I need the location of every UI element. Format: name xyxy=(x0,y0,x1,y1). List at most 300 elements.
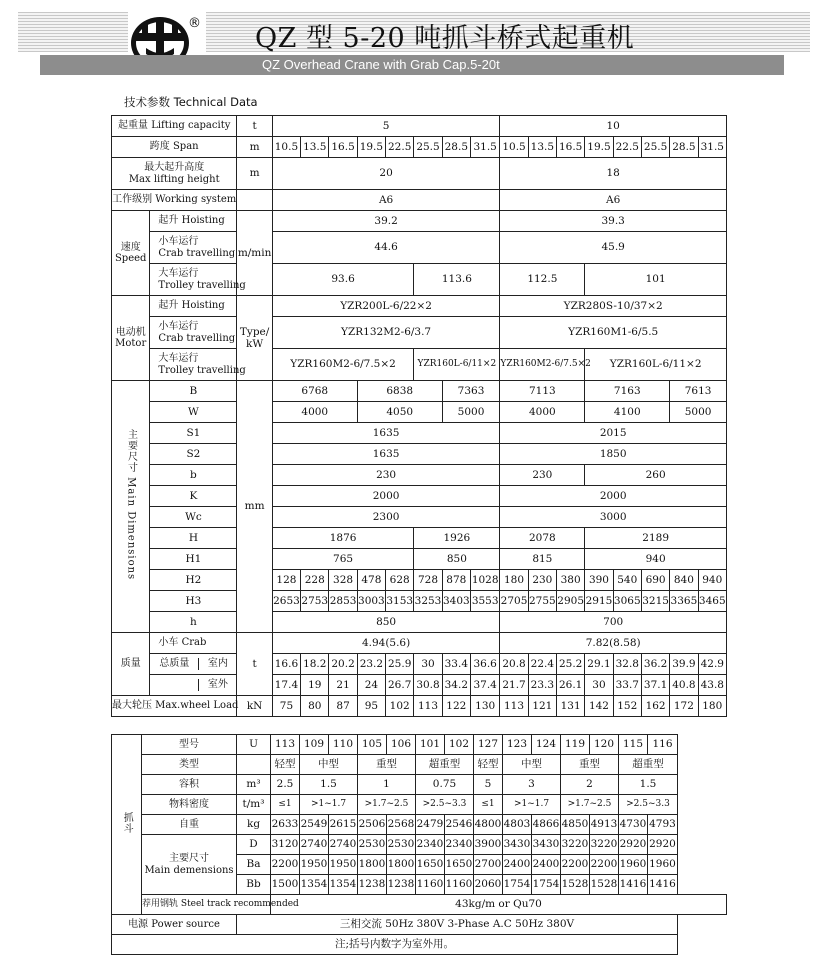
dim-value: 628 xyxy=(386,570,414,591)
density-value: >1~1.7 xyxy=(300,795,358,815)
label-text: 小车运行 xyxy=(158,236,199,247)
mass-value: 17.4 xyxy=(272,675,300,696)
row-motor-trolley xyxy=(112,349,727,381)
label-text: 最大起升高度 xyxy=(144,162,205,173)
weight-value: 4913 xyxy=(590,815,619,835)
dim-value: 850 xyxy=(272,612,500,633)
grab-label xyxy=(112,735,142,915)
section-title: 技术参数 Technical Data xyxy=(124,95,258,109)
speed-value: 93.6 xyxy=(272,264,414,296)
span-value: 31.5 xyxy=(470,137,499,158)
wheel-value: 121 xyxy=(528,696,556,717)
dim-value: 765 xyxy=(272,549,414,570)
dim-value: 840 xyxy=(670,570,698,591)
grab-dim-value: 1960 xyxy=(648,855,678,875)
mass-value: 42.9 xyxy=(698,654,726,675)
mass-label: 质量 xyxy=(112,633,150,696)
model-value: 123 xyxy=(503,735,532,755)
grab-dim-value: 1800 xyxy=(387,855,416,875)
total-mass-text: 总质量 xyxy=(150,658,199,670)
grab-dim-value: 1754 xyxy=(532,875,561,895)
grab-dim-value: 1160 xyxy=(416,875,445,895)
span-value: 25.5 xyxy=(414,137,442,158)
grab-dim-value: 2700 xyxy=(474,855,503,875)
span-value: 19.5 xyxy=(585,137,613,158)
dim-value: 3153 xyxy=(386,591,414,612)
dim-label: D xyxy=(237,835,271,855)
density-value: ≤1 xyxy=(474,795,503,815)
motor-value: YZR160M2-6/7.5×2 xyxy=(500,349,585,381)
wheel-value: 113 xyxy=(500,696,528,717)
unit-cell: mm xyxy=(237,381,272,633)
row-grab-volume xyxy=(112,775,727,795)
capacity-label: 起重量 Lifting capacity xyxy=(112,116,237,137)
dim-label: H1 xyxy=(150,549,237,570)
motor-value: YZR160L-6/11×2 xyxy=(585,349,727,381)
row-capacity xyxy=(112,116,727,137)
model-value: 105 xyxy=(358,735,387,755)
model-value: 116 xyxy=(648,735,678,755)
row-note xyxy=(112,935,727,955)
mass-value: 37.4 xyxy=(470,675,499,696)
label-text: 抓斗 xyxy=(121,811,133,834)
subtitle-bar xyxy=(40,55,784,75)
speed-value: 101 xyxy=(585,264,727,296)
wheel-value: 122 xyxy=(442,696,470,717)
dim-value: 2753 xyxy=(301,591,329,612)
wheel-value: 162 xyxy=(641,696,669,717)
table-note: 注;括号内数字为室外用。 xyxy=(112,935,678,955)
model-value: 127 xyxy=(474,735,503,755)
density-label: 物料密度 xyxy=(142,795,237,815)
row-dim-s2 xyxy=(112,444,727,465)
dim-value: 3065 xyxy=(613,591,641,612)
volume-label: 容积 xyxy=(142,775,237,795)
dim-value: 700 xyxy=(500,612,727,633)
volume-value: 2 xyxy=(561,775,619,795)
trolley-label xyxy=(150,349,246,381)
speed-value: 39.2 xyxy=(272,211,500,232)
dim-value: 4050 xyxy=(357,402,442,423)
row-dim-w xyxy=(112,402,727,423)
row-max-height xyxy=(112,158,727,190)
indoor-label: 室内 xyxy=(207,658,228,670)
label-text: 主要尺寸 Main Dimensions xyxy=(125,429,137,581)
dim-value: 5000 xyxy=(442,402,500,423)
grab-dim-value: 1238 xyxy=(387,875,416,895)
dim-value: 4100 xyxy=(585,402,670,423)
type-value: 重型 xyxy=(358,755,416,775)
dim-value: 3365 xyxy=(670,591,698,612)
dim-value: 230 xyxy=(528,570,556,591)
volume-value: 1.5 xyxy=(619,775,678,795)
height-value: 20 xyxy=(272,158,500,190)
span-value: 19.5 xyxy=(357,137,385,158)
model-value: 115 xyxy=(619,735,648,755)
span-value: 28.5 xyxy=(442,137,470,158)
outdoor-label-cell xyxy=(150,675,237,696)
speed-value: 113.6 xyxy=(414,264,500,296)
mass-value: 40.8 xyxy=(670,675,698,696)
span-value: 10.5 xyxy=(272,137,300,158)
span-value: 22.5 xyxy=(386,137,414,158)
unit-cell: U xyxy=(237,735,271,755)
row-mass-indoor xyxy=(112,654,727,675)
hoisting-label: 起升 Hoisting xyxy=(150,211,237,232)
dim-value: 228 xyxy=(301,570,329,591)
grab-dim-value: 1416 xyxy=(619,875,648,895)
row-motor-hoisting xyxy=(112,296,727,317)
mass-value: 7.82(8.58) xyxy=(500,633,727,654)
span-value: 25.5 xyxy=(641,137,669,158)
main-dim-label xyxy=(112,381,150,633)
dim-label: b xyxy=(150,465,237,486)
dim-label: H xyxy=(150,528,237,549)
row-grab-weight xyxy=(112,815,727,835)
span-value: 22.5 xyxy=(613,137,641,158)
dim-value: 2653 xyxy=(272,591,300,612)
dim-value: 230 xyxy=(500,465,585,486)
dim-value: 2705 xyxy=(500,591,528,612)
span-value: 31.5 xyxy=(698,137,726,158)
dim-label: B xyxy=(150,381,237,402)
dim-label: Ba xyxy=(237,855,271,875)
type-value: 超重型 xyxy=(416,755,474,775)
total-mass-label xyxy=(150,654,237,675)
dim-value: 690 xyxy=(641,570,669,591)
weight-value: 4850 xyxy=(561,815,590,835)
type-value: 轻型 xyxy=(474,755,503,775)
label-text: 主要尺寸 xyxy=(169,853,209,864)
unit-cell xyxy=(237,190,272,211)
dim-value: 1850 xyxy=(500,444,727,465)
grab-dim-value: 2400 xyxy=(532,855,561,875)
dim-value: 1028 xyxy=(470,570,499,591)
dim-label: K xyxy=(150,486,237,507)
dim-value: 260 xyxy=(585,465,727,486)
grab-dim-value: 2740 xyxy=(329,835,358,855)
dim-label: Bb xyxy=(237,875,271,895)
dim-value: 328 xyxy=(329,570,357,591)
grab-dim-value: 1500 xyxy=(271,875,300,895)
volume-value: 1.5 xyxy=(300,775,358,795)
dim-value: 1635 xyxy=(272,444,500,465)
grab-dim-value: 2530 xyxy=(358,835,387,855)
weight-value: 2549 xyxy=(300,815,329,835)
grab-dim-value: 3220 xyxy=(590,835,619,855)
span-value: 28.5 xyxy=(670,137,698,158)
label-text: Trolley travelling xyxy=(158,279,246,291)
dim-value: 5000 xyxy=(670,402,727,423)
dim-value: 728 xyxy=(414,570,442,591)
unit-cell: t xyxy=(237,633,272,696)
density-value: >1~1.7 xyxy=(503,795,561,815)
row-power xyxy=(112,915,727,935)
motor-value: YZR160M1-6/5.5 xyxy=(500,317,727,349)
row-grab-model xyxy=(112,735,727,755)
crab-mass-label: 小车 Crab xyxy=(150,633,237,654)
model-value: 113 xyxy=(271,735,300,755)
row-span xyxy=(112,137,727,158)
grab-dim-value: 2530 xyxy=(387,835,416,855)
dim-value: 3215 xyxy=(641,591,669,612)
weight-value: 2479 xyxy=(416,815,445,835)
label-text: Trolley travelling xyxy=(158,364,246,376)
type-value: 中型 xyxy=(503,755,561,775)
capacity-value: 5 xyxy=(272,116,500,137)
volume-value: 0.75 xyxy=(416,775,474,795)
mass-value: 30 xyxy=(414,654,442,675)
dim-value: 3465 xyxy=(698,591,726,612)
working-value: A6 xyxy=(500,190,727,211)
wheel-value: 102 xyxy=(386,696,414,717)
speed-value: 44.6 xyxy=(272,232,500,264)
wheel-value: 113 xyxy=(414,696,442,717)
grab-dim-label xyxy=(142,835,237,895)
working-value: A6 xyxy=(272,190,500,211)
motor-value: YZR280S-10/37×2 xyxy=(500,296,727,317)
model-value: 124 xyxy=(532,735,561,755)
weight-value: 2506 xyxy=(358,815,387,835)
grab-dim-value: 1650 xyxy=(445,855,474,875)
dim-label: Wc xyxy=(150,507,237,528)
weight-value: 4866 xyxy=(532,815,561,835)
dim-value: 4000 xyxy=(500,402,585,423)
mass-value: 19 xyxy=(301,675,329,696)
model-value: 101 xyxy=(416,735,445,755)
dim-value: 380 xyxy=(557,570,585,591)
model-value: 102 xyxy=(445,735,474,755)
dim-value: 390 xyxy=(585,570,613,591)
grab-dim-value: 1528 xyxy=(561,875,590,895)
unit-cell: kg xyxy=(237,815,271,835)
row-track xyxy=(112,895,727,915)
mass-value: 36.6 xyxy=(470,654,499,675)
mass-value: 22.4 xyxy=(528,654,556,675)
grab-dim-value: 2920 xyxy=(648,835,678,855)
span-value: 16.5 xyxy=(557,137,585,158)
model-value: 109 xyxy=(300,735,329,755)
crab-label xyxy=(150,317,237,349)
wheel-value: 152 xyxy=(613,696,641,717)
power-value: 三相交流 50Hz 380V 3-Phase A.C 50Hz 380V xyxy=(237,915,678,935)
dim-value: 3000 xyxy=(500,507,727,528)
type-value: 中型 xyxy=(300,755,358,775)
weight-label: 自重 xyxy=(142,815,237,835)
mass-value: 23.2 xyxy=(357,654,385,675)
row-dim-b xyxy=(112,381,727,402)
volume-value: 1 xyxy=(358,775,416,795)
row-speed-crab xyxy=(112,232,727,264)
row-speed-trolley xyxy=(112,264,727,296)
speed-value: 112.5 xyxy=(500,264,585,296)
dim-value: 2300 xyxy=(272,507,500,528)
volume-value: 2.5 xyxy=(271,775,300,795)
dim-value: 2015 xyxy=(500,423,727,444)
wheel-value: 142 xyxy=(585,696,613,717)
model-label: 型号 xyxy=(142,735,237,755)
dim-value: 2853 xyxy=(329,591,357,612)
dim-value: 850 xyxy=(414,549,500,570)
wheel-value: 75 xyxy=(272,696,300,717)
row-motor-crab xyxy=(112,317,727,349)
label-text: Crab travelling xyxy=(158,332,236,344)
dim-value: 940 xyxy=(585,549,727,570)
density-value: >1.7~2.5 xyxy=(561,795,619,815)
dim-label: W xyxy=(150,402,237,423)
dim-value: 2905 xyxy=(557,591,585,612)
grab-dim-value: 3900 xyxy=(474,835,503,855)
dim-label: S1 xyxy=(150,423,237,444)
dim-value: 878 xyxy=(442,570,470,591)
weight-value: 4803 xyxy=(503,815,532,835)
weight-value: 2633 xyxy=(271,815,300,835)
mass-value: 29.1 xyxy=(585,654,613,675)
span-label: 跨度 Span xyxy=(112,137,237,158)
mass-value: 24 xyxy=(357,675,385,696)
mass-value: 39.9 xyxy=(670,654,698,675)
max-wheel-label: 最大轮压 Max.wheel Load xyxy=(112,696,237,717)
wheel-value: 130 xyxy=(470,696,499,717)
span-value: 10.5 xyxy=(500,137,528,158)
row-dim-s1 xyxy=(112,423,727,444)
outdoor-label: 室外 xyxy=(207,679,228,691)
dim-value: 2000 xyxy=(272,486,500,507)
dim-label: H2 xyxy=(150,570,237,591)
mass-value: 4.94(5.6) xyxy=(272,633,500,654)
label-text: Crab travelling xyxy=(158,247,236,259)
page-subtitle: QZ Overhead Crane with Grab Cap.5-20t xyxy=(262,57,500,72)
grab-dim-value: 1754 xyxy=(503,875,532,895)
track-label: 荐用钢轨 Steel track recommended xyxy=(142,895,271,915)
grab-dim-value: 1160 xyxy=(445,875,474,895)
grab-dim-value: 1950 xyxy=(300,855,329,875)
row-mass-crab xyxy=(112,633,727,654)
label-text: Max lifting height xyxy=(128,173,220,185)
dim-value: 4000 xyxy=(272,402,357,423)
dim-value: 815 xyxy=(500,549,585,570)
page-title: QZ 型 5-20 吨抓斗桥式起重机 xyxy=(255,23,635,54)
row-dim-b xyxy=(112,465,727,486)
volume-value: 3 xyxy=(503,775,561,795)
motor-value: YZR200L-6/22×2 xyxy=(272,296,500,317)
working-label: 工作级别 Working system xyxy=(112,190,237,211)
motor-value: YZR160M2-6/7.5×2 xyxy=(272,349,414,381)
unit-cell: t xyxy=(237,116,272,137)
density-value: >2.5~3.3 xyxy=(416,795,474,815)
weight-value: 4793 xyxy=(648,815,678,835)
wheel-value: 131 xyxy=(557,696,585,717)
label-text: Main demensions xyxy=(144,864,234,876)
grab-dim-value: 1416 xyxy=(648,875,678,895)
grab-dim-value: 2920 xyxy=(619,835,648,855)
row-dim-h xyxy=(112,528,727,549)
dim-value: 2000 xyxy=(500,486,727,507)
row-grab-type xyxy=(112,755,727,775)
weight-value: 4800 xyxy=(474,815,503,835)
density-value: >1.7~2.5 xyxy=(358,795,416,815)
trolley-label xyxy=(150,264,246,296)
grab-spec-table xyxy=(111,734,727,955)
dim-value: 3003 xyxy=(357,591,385,612)
dim-value: 2189 xyxy=(585,528,727,549)
grab-dim-value: 3430 xyxy=(503,835,532,855)
weight-value: 4730 xyxy=(619,815,648,835)
dim-label: S2 xyxy=(150,444,237,465)
volume-value: 5 xyxy=(474,775,503,795)
dim-value: 3403 xyxy=(442,591,470,612)
unit-cell: kN xyxy=(237,696,272,717)
motor-value: YZR160L-6/11×2 xyxy=(414,349,500,381)
crab-label xyxy=(150,232,237,264)
dim-value: 230 xyxy=(272,465,500,486)
mass-value: 25.2 xyxy=(557,654,585,675)
dim-value: 478 xyxy=(357,570,385,591)
dim-value: 2755 xyxy=(528,591,556,612)
dim-value: 2915 xyxy=(585,591,613,612)
type-value: 轻型 xyxy=(271,755,300,775)
span-value: 16.5 xyxy=(329,137,357,158)
grab-dim-value: 1650 xyxy=(416,855,445,875)
unit-cell: m xyxy=(237,158,272,190)
row-dim-k xyxy=(112,486,727,507)
grab-dim-value: 3430 xyxy=(532,835,561,855)
row-speed-hoisting xyxy=(112,211,727,232)
dim-value: 2078 xyxy=(500,528,585,549)
type-label: 类型 xyxy=(142,755,237,775)
wheel-value: 95 xyxy=(357,696,385,717)
wheel-value: 80 xyxy=(301,696,329,717)
weight-value: 2615 xyxy=(329,815,358,835)
power-label: 电源 Power source xyxy=(112,915,237,935)
mass-value: 33.4 xyxy=(442,654,470,675)
grab-dim-value: 2200 xyxy=(561,855,590,875)
span-value: 13.5 xyxy=(301,137,329,158)
mass-value: 26.7 xyxy=(386,675,414,696)
row-dim-wc xyxy=(112,507,727,528)
grab-dim-value: 2060 xyxy=(474,875,503,895)
row-dim-h2 xyxy=(112,570,727,591)
dim-value: 6838 xyxy=(357,381,442,402)
mass-value: 37.1 xyxy=(641,675,669,696)
mass-value: 21 xyxy=(329,675,357,696)
mass-value: 34.2 xyxy=(442,675,470,696)
dim-value: 540 xyxy=(613,570,641,591)
wheel-value: 87 xyxy=(329,696,357,717)
speed-label: 速度 Speed xyxy=(112,211,150,296)
mass-value: 32.8 xyxy=(613,654,641,675)
label-text: 大车运行 xyxy=(158,268,199,279)
row-working-system xyxy=(112,190,727,211)
grab-dim-value: 2200 xyxy=(590,855,619,875)
unit-cell: m xyxy=(237,137,272,158)
row-mass-outdoor xyxy=(112,675,727,696)
model-value: 106 xyxy=(387,735,416,755)
grab-dim-value: 1950 xyxy=(329,855,358,875)
mass-value: 43.8 xyxy=(698,675,726,696)
dim-value: 7113 xyxy=(500,381,585,402)
grab-dim-value: 1354 xyxy=(329,875,358,895)
speed-value: 39.3 xyxy=(500,211,727,232)
model-value: 119 xyxy=(561,735,590,755)
mass-value: 23.3 xyxy=(528,675,556,696)
grab-dim-value: 2400 xyxy=(503,855,532,875)
dim-value: 7163 xyxy=(585,381,670,402)
grab-dim-value: 2200 xyxy=(271,855,300,875)
span-value: 13.5 xyxy=(528,137,556,158)
grab-dim-value: 1238 xyxy=(358,875,387,895)
row-dim-h xyxy=(112,612,727,633)
